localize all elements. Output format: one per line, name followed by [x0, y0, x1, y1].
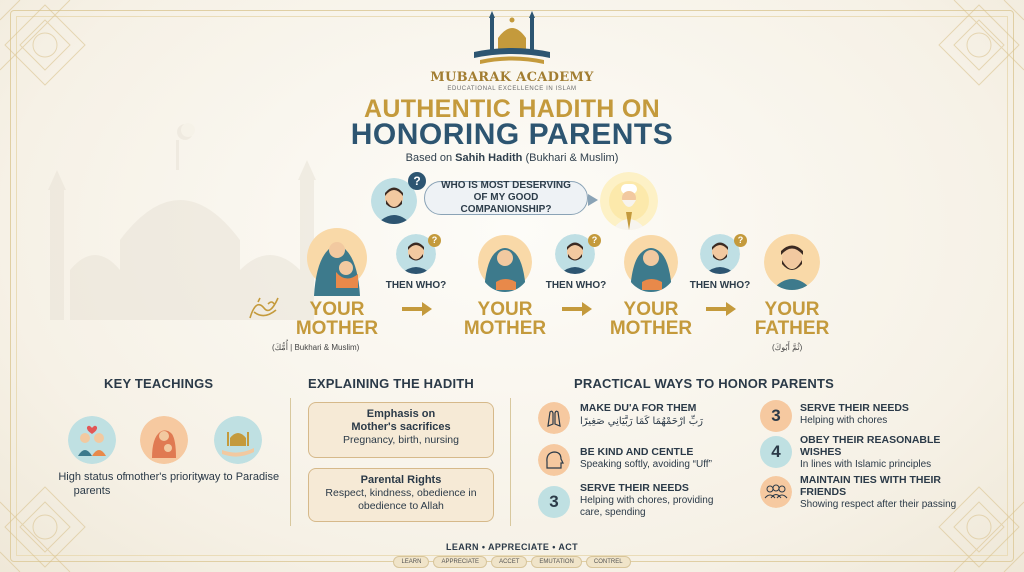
way-title: BE KIND AND CENTLE — [580, 446, 694, 458]
way-title: MAINTAIN TIES WITH THEIR FRIENDS — [800, 474, 941, 498]
scholar-avatar-icon — [600, 172, 658, 230]
footer-pill: EMUTATION — [531, 556, 581, 568]
family-heart-icon — [68, 416, 116, 464]
footer-pill: ACCET — [491, 556, 527, 568]
explain-heading: Parental Rights — [360, 474, 442, 486]
then-who-label: THEN WHO? — [385, 280, 447, 291]
explain-box — [308, 402, 494, 458]
explain-text: Respect, kindness, obedience in obedience to Allah — [325, 487, 477, 512]
father-reference: (ثُمَّ أَبُوكَ) — [772, 343, 803, 352]
explaining-title: EXPLAINING THE HADITH — [308, 376, 474, 391]
then-who-label: THEN WHO? — [545, 280, 607, 291]
subtitle-suffix: (Bukhari & Muslim) — [525, 152, 619, 164]
page-title-line1: AUTHENTIC HADITH ON — [364, 95, 660, 123]
question-badge-small: ? — [734, 234, 747, 247]
answer-line2: FATHER — [754, 318, 830, 339]
answer-mother — [284, 300, 390, 338]
way-desc: Speaking softly, avoiding “Uff” — [580, 459, 712, 470]
footer-pill: APPRECIATE — [433, 556, 487, 568]
way-desc: Helping with chores, providing care, spending — [580, 495, 714, 518]
answer-line2: MOTHER — [295, 318, 379, 339]
answer-line1: YOUR — [764, 299, 820, 320]
mother-child-icon — [140, 416, 188, 464]
group-people-icon — [760, 476, 792, 508]
answer-line2: MOTHER — [609, 318, 693, 339]
footer-motto: LEARN • APPRECIATE • ACT — [445, 542, 579, 552]
way-title: MAKE DU'A FOR THEM — [580, 402, 697, 414]
way-title: SERVE THEIR NEEDS — [580, 482, 689, 494]
footer-pill: CONTREL — [586, 556, 631, 568]
way-number: 3 — [538, 486, 570, 518]
speaking-head-icon — [538, 444, 570, 476]
question-badge-small: ? — [428, 234, 441, 247]
arrow-right-icon — [706, 302, 736, 316]
dua-arabic: رَبِّ ارْحَمْهُمَا كَمَا رَبَّيَانِي صَغِيرًا — [580, 416, 703, 427]
answer-mother — [598, 300, 704, 338]
explain-text: Pregnancy, birth, nursing — [343, 434, 459, 446]
key-teaching-label: High status of parents — [58, 471, 126, 497]
answer-line1: YOUR — [477, 299, 533, 320]
question-bubble — [424, 181, 588, 215]
way-number: 4 — [760, 436, 792, 468]
praying-hands-icon — [538, 402, 570, 434]
arrow-right-icon — [402, 302, 432, 316]
then-who-label: THEN WHO? — [689, 280, 751, 291]
father-avatar-icon — [764, 234, 820, 290]
practical-title: PRACTICAL WAYS TO HONOR PARENTS — [574, 376, 834, 391]
question-badge: ? — [408, 172, 426, 190]
answer-father — [742, 300, 842, 338]
answer-line1: YOUR — [309, 299, 365, 320]
key-teachings-title: KEY TEACHINGS — [104, 376, 214, 391]
explain-heading: Emphasis on Mother's sacrifices — [351, 408, 451, 433]
brand-tagline: EDUCATIONAL EXCELLENCE IN ISLAM — [447, 86, 577, 92]
bubble-tail — [588, 194, 598, 206]
key-teaching-label: mother's priority — [125, 471, 203, 483]
answer-line2: MOTHER — [463, 318, 547, 339]
academy-logo-icon — [462, 8, 562, 74]
mother-avatar-icon — [478, 232, 532, 292]
mother-avatar-icon — [624, 232, 678, 292]
way-desc: Showing respect after their passing — [800, 499, 957, 510]
brand-name: MUBARAK ACADEMY — [430, 70, 594, 85]
way-desc: In lines with Islamic principles — [800, 459, 932, 470]
question-badge-small: ? — [588, 234, 601, 247]
page-title-line2: HONORING PARENTS — [350, 118, 674, 151]
section-divider — [290, 398, 291, 526]
page-subtitle — [0, 152, 1024, 164]
salawat-calligraphy-icon — [246, 290, 282, 326]
paradise-hand-icon — [214, 416, 262, 464]
answer-mother — [452, 300, 558, 338]
footer-pill: LEARN — [393, 556, 429, 568]
footer-pills — [0, 556, 1024, 568]
answer-line1: YOUR — [623, 299, 679, 320]
explain-box — [308, 468, 494, 522]
way-title: SERVE THEIR NEEDS — [800, 402, 909, 414]
subtitle-prefix: Based on — [405, 152, 453, 164]
way-desc: Helping with chores — [800, 415, 888, 426]
subtitle-source: Sahih Hadith — [455, 152, 523, 164]
way-title: OBEY THEIR REASONABLE WISHES — [800, 434, 941, 458]
mother-child-avatar-icon — [306, 222, 368, 296]
question-text: WHO IS MOST DESERVING OF MY GOOD COMPANIONSHIP? — [441, 180, 571, 215]
arrow-right-icon — [562, 302, 592, 316]
mother-reference: (أُمُّكَ | Bukhari & Muslim) — [272, 343, 360, 352]
way-number: 3 — [760, 400, 792, 432]
section-divider — [510, 398, 511, 526]
key-teaching-label: way to Paradise — [200, 471, 280, 483]
